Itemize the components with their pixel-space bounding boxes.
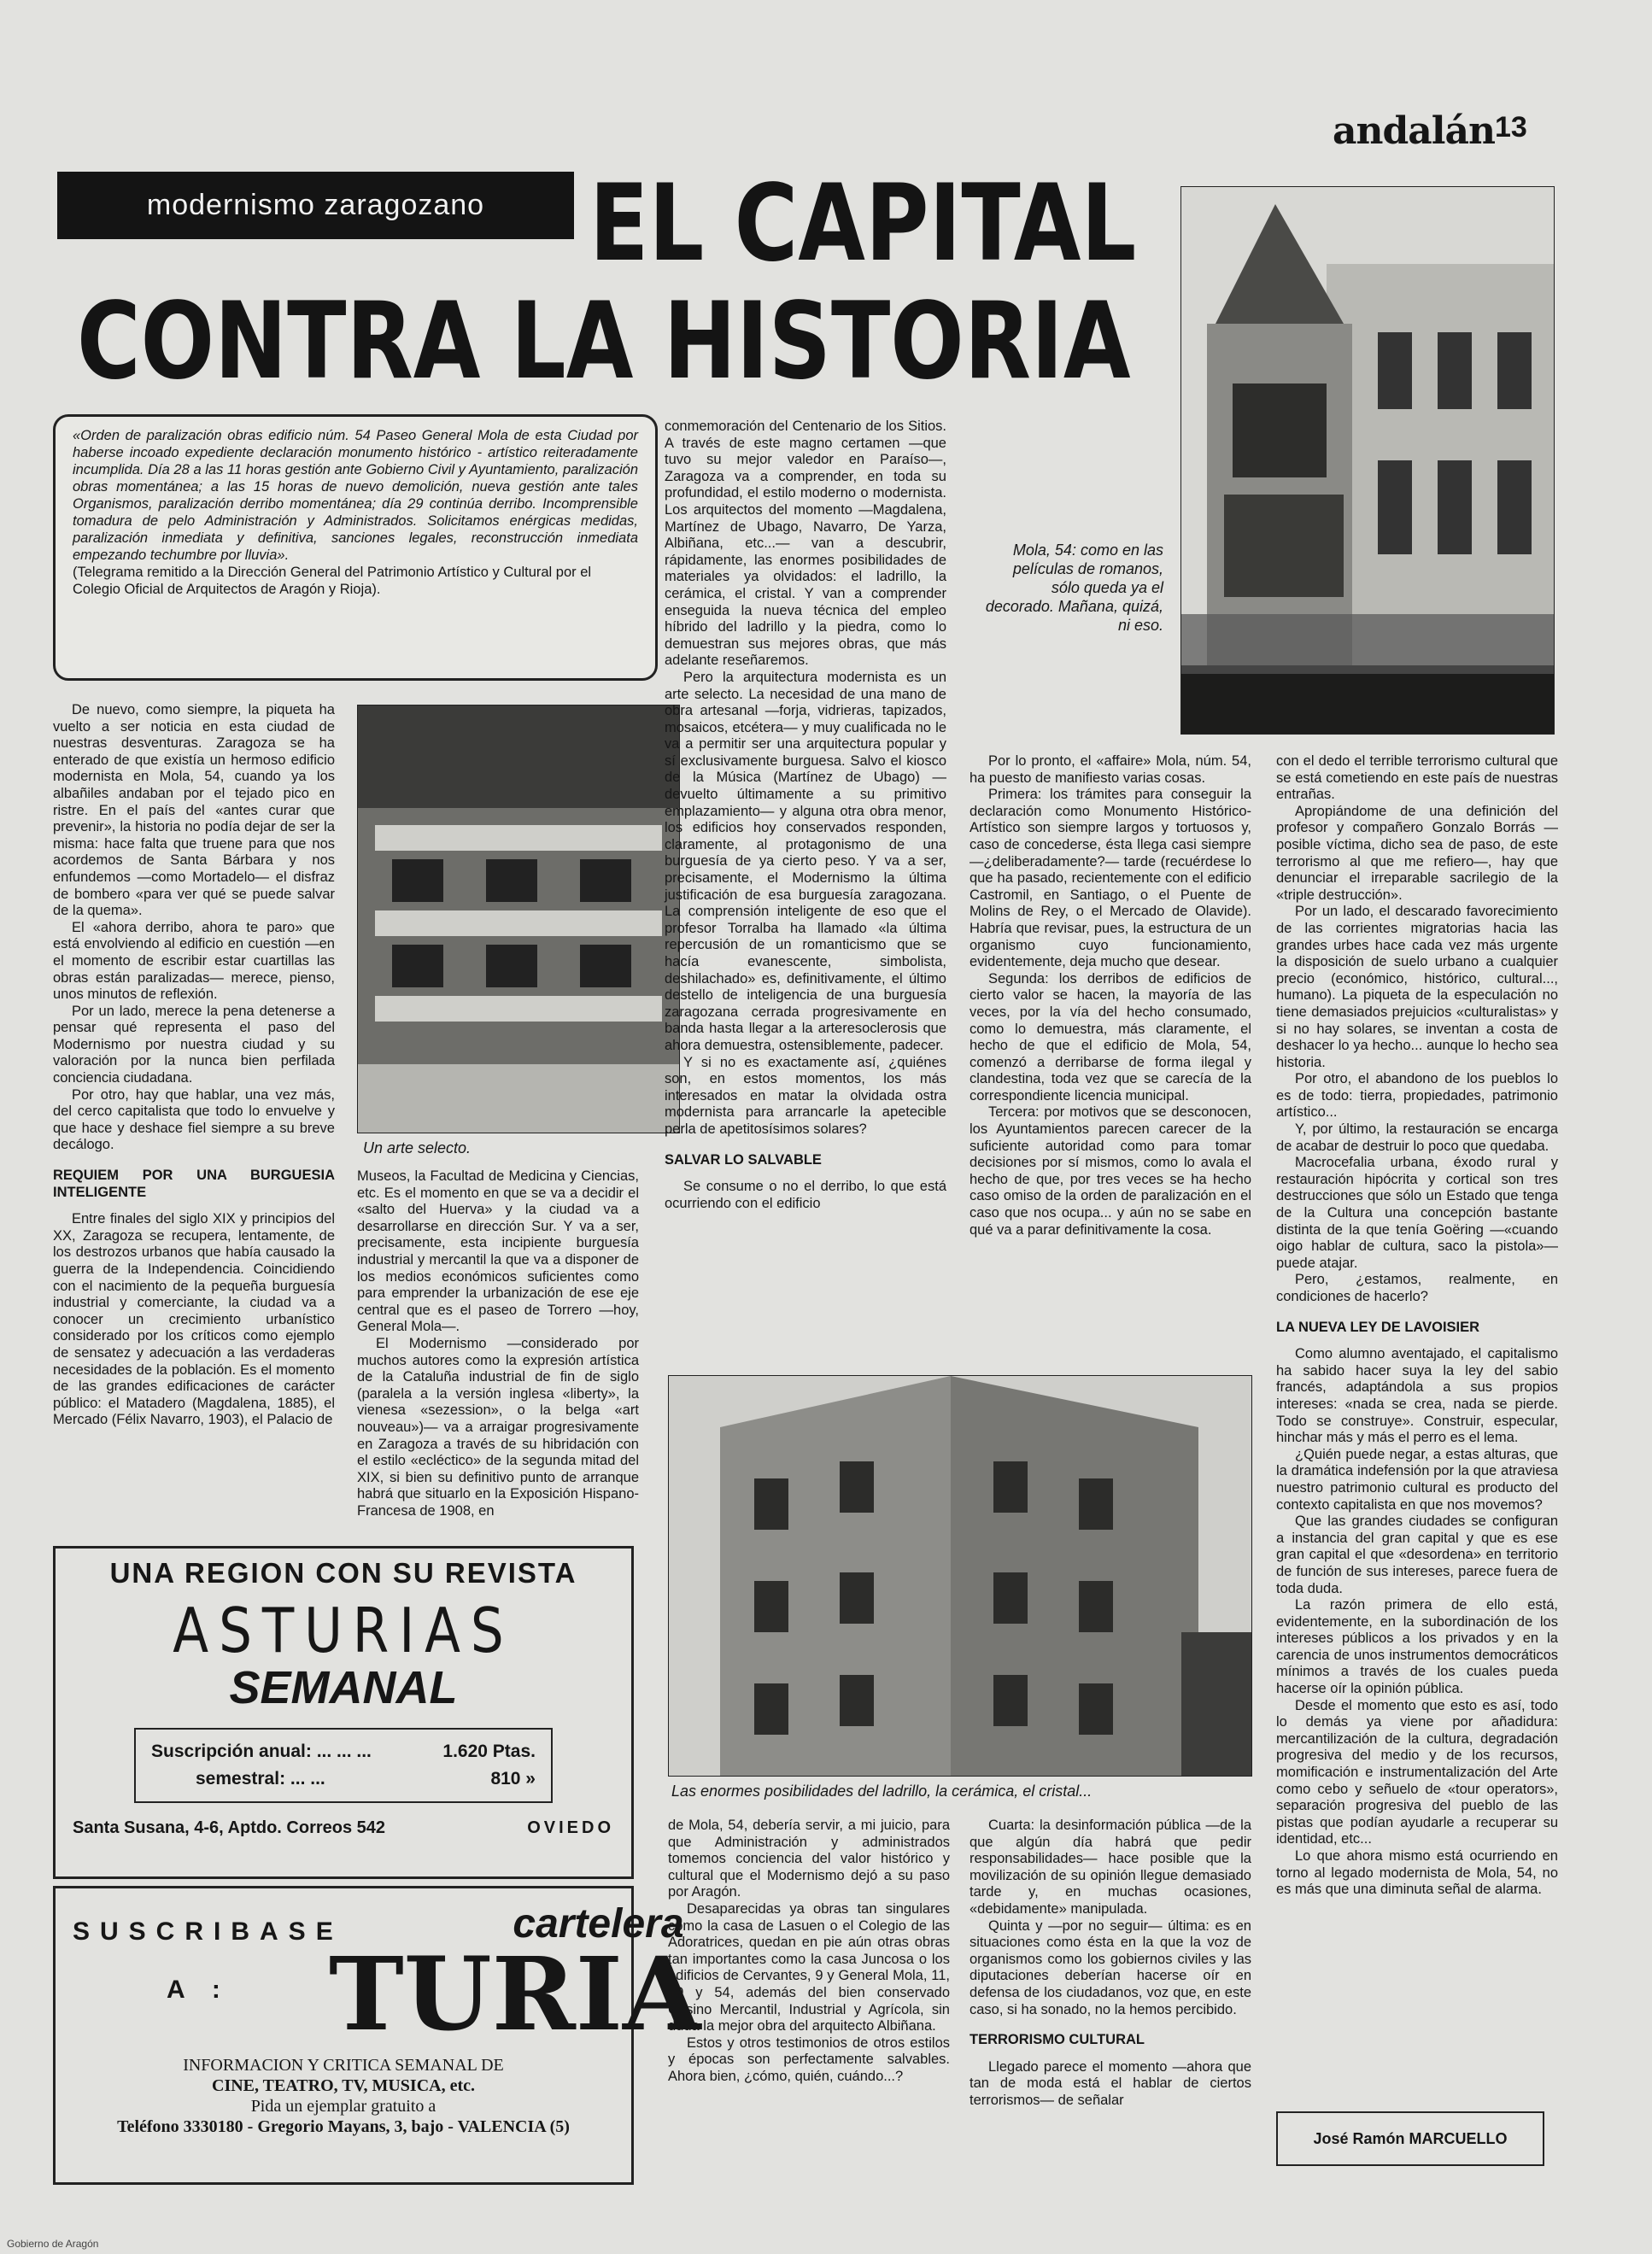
col4-paragraph: Primera: los trámites para conseguir la declaración como Monumento Histórico-Artístico son siempre largos y tortuosos y, caso de concederse, ésta llega casi siempre —¿deliberadamente?— tarde (recuérdese lo que ha pasado, recientemente con el edificio Castromil, en Santiago, o el Puente de Molins de Rey, o el Mercado de Olavide). Habría que revisar, pues, la estructura de un organismo cuyo funcionamiento, evidentemente, deja mucho que desear. xyxy=(970,787,1251,970)
ad-asturias-semanal xyxy=(53,1546,634,1879)
subscription-price: 1.620 Ptas. xyxy=(442,1742,536,1761)
ad-asturias-city: OVIEDO xyxy=(527,1818,614,1837)
col3-heading: SALVAR LO SALVABLE xyxy=(665,1151,822,1168)
col4-paragraph: Tercera: por motivos que se desconocen, los Ayuntamientos parecen carecer de la suficiente autoridad como para tomar decisiones por sí mismos, como lo avala el hecho de que, por tres veces se ha hecho caso omiso de la orden de paralización en el caso que nos ocupa... y aún no se sabe en qué va a parar definitivamente la cosa. xyxy=(970,1104,1251,1238)
col5-paragraph: Por otro, el abandono de los pueblos lo es de todo: tierra, propiedades, patrimonio artístico... xyxy=(1276,1071,1558,1121)
turia-cartelera: cartelera xyxy=(513,1901,684,1947)
col1-paragraph: Por un lado, merece la pena detenerse a pensar qué representa el paso del Modernismo por nuestra ciudad y su valoración por la nunca bien perfilada conciencia ciudadana. xyxy=(53,1003,335,1086)
ad-asturias-subtitle: SEMANAL xyxy=(229,1662,458,1713)
telegram-source: (Telegrama remitido a la Dirección General del Patrimonio Artístico y Cultural por el Colegio Oficial de Arquitectos de Aragón y Rioja). xyxy=(73,565,592,597)
col3-bottom-paragraph: de Mola, 54, debería servir, a mi juicio, para que Administración y administrados tomemos conciencia del valor histórico y cultural que el Modernismo dejó a su paso por Aragón. xyxy=(668,1818,950,1900)
col3-bottom-paragraph: Desaparecidas ya obras tan singulares como la casa de Lasuen o el Colegio de las Adoratrices, quedan en pie aún otras obras tan importantes como la casa Juncosa o los edificios de Cervantes, 9 y General Mola, 11, 40 y 54, además del bien conservado Casino Mercantil, Industrial y Agrícola, sin duda la mejor obra del arquitecto Albiñana. xyxy=(668,1900,950,2034)
col5-paragraph: Apropiándome de una definición del profesor y compañero Gonzalo Borrás —posible víctima, dicho sea de paso, de este terrorismo al que me refiero—, hay que denunciar el irreparable sacrilegio de la «triple destrucción». xyxy=(1276,803,1558,903)
col5-paragraph: La razón primera de ello está, evidentemente, en la subordinación de los intereses públicos a los privados y en la carencia de unos instrumentos democráticos mínimos a través de los cuales pueda hacerse oír la opinión pública. xyxy=(1276,1597,1558,1697)
column-1 xyxy=(53,702,335,1429)
turia-info-2: CINE, TEATRO, TV, MUSICA, etc. xyxy=(212,2076,475,2095)
turia-info-4: Teléfono 3330180 - Gregorio Mayans, 3, bajo - VALENCIA (5) xyxy=(117,2117,570,2136)
headline-line-1: EL CAPITAL xyxy=(589,162,1137,285)
col1-paragraph: Por otro, hay que hablar, una vez más, del cerco capitalista que todo lo envuelve y que hace y deshace fiel siempre a su breve decálogo. xyxy=(53,1086,335,1153)
turia-wordmark: TURIA xyxy=(329,1935,701,2053)
column-4-bottom xyxy=(970,1818,1251,2110)
column-3 xyxy=(665,419,946,1212)
ad-asturias-address: Santa Susana, 4-6, Aptdo. Correos 542 xyxy=(73,1818,386,1837)
col5-paragraph: ¿Quién puede negar, a estas alturas, que la dramática indefensión por la que atraviesa nuestro patrimonio cultural es producto del contexto capitalista en que nos movemos? xyxy=(1276,1446,1558,1513)
col5-paragraph: Pero, ¿estamos, realmente, en condiciones de hacerlo? xyxy=(1276,1272,1558,1304)
building-illustration xyxy=(1181,187,1554,734)
col4-bottom-paragraph: Cuarta: la desinformación pública —de la que algún día habrá que pedir responsabilidades— hace posible que la movilización de su opinión llegue demasiado tarde y, en muchas ocasiones, «debidamente» manipulada. xyxy=(970,1818,1251,1917)
page-number: 13 xyxy=(1495,111,1527,143)
turia-a: A : xyxy=(167,1976,231,2004)
caption-mola-54: Mola, 54: como en las películas de romanos, sólo queda ya el decorado. Mañana, quizá, ni eso. xyxy=(985,542,1163,634)
author-signature: José Ramón MARCUELLO xyxy=(1276,2111,1544,2166)
col3-bottom-paragraph: Estos y otros testimonios de otros estilos y épocas son perfectamente salvables. Ahora bien, ¿cómo, quién, cuándo...? xyxy=(668,2034,950,2084)
col3-paragraph: Se consume o no el derribo, lo que está ocurriendo con el edificio xyxy=(665,1179,946,1211)
corner-building-illustration xyxy=(669,1376,1251,1776)
photo-ladrillo xyxy=(668,1375,1252,1777)
facade-illustration xyxy=(358,705,679,1133)
col5-heading: LA NUEVA LEY DE LAVOISIER xyxy=(1276,1319,1480,1335)
turia-info-3: Pida un ejemplar gratuito a xyxy=(250,2097,436,2116)
col5-paragraph: Que las grandes ciudades se configuran a instancia del gran capital y que es ese gran capital el que «desordena» en territorio de función de sus intereses, parece fuera de toda duda. xyxy=(1276,1513,1558,1596)
ad-cartelera-turia xyxy=(53,1886,701,2185)
magazine-masthead: andalán xyxy=(1333,109,1495,153)
telegram-quote-box xyxy=(53,414,658,681)
col4-paragraph: Por lo pronto, el «affaire» Mola, núm. 54, ha puesto de manifiesto varias cosas. xyxy=(970,753,1251,786)
section-label: modernismo zaragozano xyxy=(57,172,574,239)
photo-arte-selecto xyxy=(357,705,680,1133)
col4-paragraph: Llegado parece el momento —ahora que tan de moda está el hablar de ciertos terrorismos— de señalar xyxy=(970,2058,1251,2108)
column-2 xyxy=(357,1168,639,1519)
col1-paragraph: El «ahora derribo, ahora te paro» que está envolviendo al edificio en cuestión —en el momento de escribir estar cuartillas las obras están paralizadas— merece, pienso, unos minutos de reflexión. xyxy=(53,919,335,1003)
turia-logo xyxy=(329,1900,701,2053)
telegram-text: «Orden de paralización obras edificio núm. 54 Paseo General Mola de esta Ciudad por haberse incoado expediente declaración monumento histórico - artístico reiteradamente incumplida. Día 28 a las 11 horas gestión ante Gobierno Civil y Ayuntamiento, paralización obras momentánea; a las 15 horas de nuevo demolición, nueva gestión ante tales Organismos, paralización derribo momentánea; día 29 continúa derribo. Incomprensible tomadura de pelo Administración y Administrados. Solicitamos enérgicas medidas, paralización inmediata y definitiva, sanciones legales, reconstrucción inmediata empezando techumbre por lluvia». xyxy=(73,428,638,563)
col2-paragraph: Museos, la Facultad de Medicina y Ciencias, etc. Es el momento en que se va a decidir el «salto del Huerva» y la ciudad va a desarrollarse en dirección Sur. Y va a ser, precisamente, esta incipiente burguesía industrial y mercantil la que va a disponer de los medios económicos suficientes como para emprender la urbanización de ese eje central que es el paseo de Torrero —hoy, General Mola—. xyxy=(357,1168,639,1335)
col5-paragraph: con el dedo el terrible terrorismo cultural que se está cometiendo en este país de nuestras entrañas. xyxy=(1276,753,1558,803)
col5-paragraph: Como alumno aventajado, el capitalismo ha sabido hacer suya la ley del sabio francés, adaptándola a sus propios intereses: «nada se crea, nada se pierde. Todo se construye». Construir, especular, hinchar más y más el perro es el lema. xyxy=(1276,1346,1558,1446)
column-5 xyxy=(1276,753,1558,1899)
subscription-row-semester xyxy=(151,1765,536,1793)
headline-line-2: CONTRA LA HISTORIA xyxy=(77,280,1131,403)
col5-paragraph: Por un lado, el descarado favorecimiento de las corrientes migratorias hacia las grandes urbes hace cada vez más urgente la disposición de suelo urbano a cualquier precio (económico, histórico, cultural..., humano). La piqueta de la especulación no tiene demasiados prejuicios «culturalistas» y si no hay solares, se inventan a costa de deshacer lo ya hecho... aunque lo hecho sea historia. xyxy=(1276,904,1558,1070)
col5-paragraph: Y, por último, la restauración se encarga de acabar de destruir lo poco que quedaba. xyxy=(1276,1121,1558,1154)
col2-paragraph: El Modernismo —considerado por muchos autores como la expresión artística de la Cataluña industrial de fin de siglo (paralela a la versión inglesa «liberty», la vienesa «sezession», o la belga «art nouveau»)— va a arraigar progresivamente en Zaragoza a través de su hibridación con el estilo «ecléctico» de la segunda mitad del XIX, si bien su definitivo punto de arranque habrá que situarlo en la Exposición Hispano-Francesa de 1908, en xyxy=(357,1335,639,1519)
caption-ladrillo: Las enormes posibilidades del ladrillo, la cerámica, el cristal... xyxy=(671,1783,1093,1800)
turia-left xyxy=(73,1900,343,2005)
archive-footer: Gobierno de Aragón xyxy=(7,2238,99,2250)
col3-paragraph: Pero la arquitectura modernista es un arte selecto. La necesidad de una mano de obra artesanal —forja, vidrieras, tapizados, mosaicos, etcétera— y muy cualificada no le va a permitir ser una arquitectura popular y sí exclusivamente burguesa. Salvo el kiosco de la Música (Martínez de Ubago) —devuelto últimamente a su primitivo emplazamiento— y alguna otra obra menor, los edificios hoy conservados responden, claramente, al protagonismo de una burguesía de ya cierto peso. Y va a ser, precisamente, el Modernismo la última justificación de esa burguesía zaragozana. La comprensión inteligente de eso que el profesor Torralba ha llamado «la última repercusión de un romanticismo que se hacía evanescente, simbolista, deshilachado» es, definitivamente, el último destello de inteligencia de una burguesía zaragozana cerrada progresivamente en banda hasta llegar a la arteresoclerosis que ahora demuestra, ostensiblemente, padecer. xyxy=(665,669,946,1053)
photo-mola-54 xyxy=(1180,186,1555,735)
col4-bottom-paragraph: Quinta y —por no seguir— última: es en situaciones como ésta en la que la voz de organismos como los gobiernos civiles y las diputaciones deberían hacerse oír en defensa de los ciudadanos, voz que, en este caso, si ha sonado, no la hemos percibido. xyxy=(970,1917,1251,2017)
col5-paragraph: Desde el momento que esto es así, todo lo demás ya viene por añadidura: mercantilización de la cultura, degradación progresiva del medio y de los recursos, momificación e instrumentalización del Arte como cebo y señuelo de «tour operators», separación progresiva del pueblo de las pistas que podían ayudarle a recuperar su identidad, etc... xyxy=(1276,1697,1558,1847)
turia-top-row xyxy=(73,1900,701,2053)
col3-paragraph: conmemoración del Centenario de los Sitios. A través de este magno certamen —que tuvo su mejor valedor en Paraíso—, Zaragoza va a comprender, en toda su profundidad, el estilo moderno o modernista. Los arquitectos del momento —Magdalena, Martínez de Ubago, Navarro, De Yarza, Albiñana, etc...— van a descubrir, rápidamente, las enormes posibilidades de materiales ya olvidados: el ladrillo, la cerámica, el cristal. Y van a comprender enseguida la nueva técnica del empleo híbrido del ladrillo y la piedra, como lo demuestran sus mejores obras, que más adelante reseñaremos. xyxy=(665,419,946,669)
col4-heading: TERRORISMO CULTURAL xyxy=(970,2032,1145,2048)
caption-arte-selecto: Un arte selecto. xyxy=(363,1139,472,1156)
col1-paragraph: Entre finales del siglo XIX y principios del XX, Zaragoza se recupera, lentamente, de los destrozos urbanos que había causado la guerra de la Independencia. Coincidiendo con el nacimiento de la pequeña burguesía industrial y comerciante, la ciudad va a conocer un crecimiento urbanístico considerado por los críticos como ejemplo de sensatez y adecuación a las verdaderas necesidades de la población. Es el momento de las grandes edificaciones de carácter público: el Matadero (Magdalena, 1885), el Mercado (Félix Navarro, 1903), el Palacio de xyxy=(53,1211,335,1428)
subscription-label: Suscripción anual: ... ... ... xyxy=(151,1742,372,1761)
subscription-box xyxy=(134,1728,553,1803)
subscription-label: semestral: ... ... xyxy=(196,1769,325,1789)
ad-asturias-tagline: UNA REGION CON SU REVISTA xyxy=(109,1557,577,1589)
col5-paragraph: Macrocefalia urbana, éxodo rural y restauración hipócrita y cortical son tres destrucciones que sólo un Estado que tenga de la Cultura una concepción bastante distinta de la que tenía Goëring —«cuando oigo hablar de cultura, saco la pistola»— puede atajar. xyxy=(1276,1155,1558,1271)
turia-suscribase: SUSCRIBASE xyxy=(73,1917,343,1946)
col4-paragraph: Segunda: los derribos de edificios de cierto valor se hacen, la mayoría de las veces, por la vía del hecho consumado, como lo demuestra, más claramente, el hecho de que el edificio de Mola, 54, comenzó a derribarse de forma ilegal y clandestina, toda vez que se carecía de la correspondiente licencia municipal. xyxy=(970,970,1251,1104)
column-4 xyxy=(970,753,1251,1238)
ad-asturias-address-row xyxy=(73,1818,614,1838)
column-3-bottom xyxy=(668,1818,950,2086)
col1-heading: REQUIEM POR UNA BURGUESIA INTELIGENTE xyxy=(53,1168,335,1200)
ad-asturias-title: ASTURIAS xyxy=(173,1595,514,1666)
subscription-row-annual xyxy=(151,1738,536,1765)
col1-paragraph: De nuevo, como siempre, la piqueta ha vuelto a ser noticia en esta ciudad de nuestras desventuras. Zaragoza se ha enterado de que existía un hermoso edificio modernista en Mola, 54, cuando ya los albañiles andaban por el tejado pico en ristre. En el país del «antes curar que prevenir», la historia no podía dejar de ser la misma: hace falta que truene para que nos acordemos de Santa Bárbara y nos enfundemos —como Mortadelo— el disfraz de bombero «para ver qué se puede salvar de la quema». xyxy=(53,702,335,919)
col3-paragraph: Y si no es exactamente así, ¿quiénes son, en estos momentos, los más interesados en matar la olvidada ostra modernista para arrancarle la apetecible perla de apetitosísimos solares? xyxy=(665,1054,946,1137)
subscription-price: 810 » xyxy=(490,1769,536,1789)
turia-info-1: INFORMACION Y CRITICA SEMANAL DE xyxy=(183,2056,504,2075)
col5-paragraph: Lo que ahora mismo está ocurriendo en torno al legado modernista de Mola, 54, no es más que una diminuta señal de alarma. xyxy=(1276,1848,1558,1898)
